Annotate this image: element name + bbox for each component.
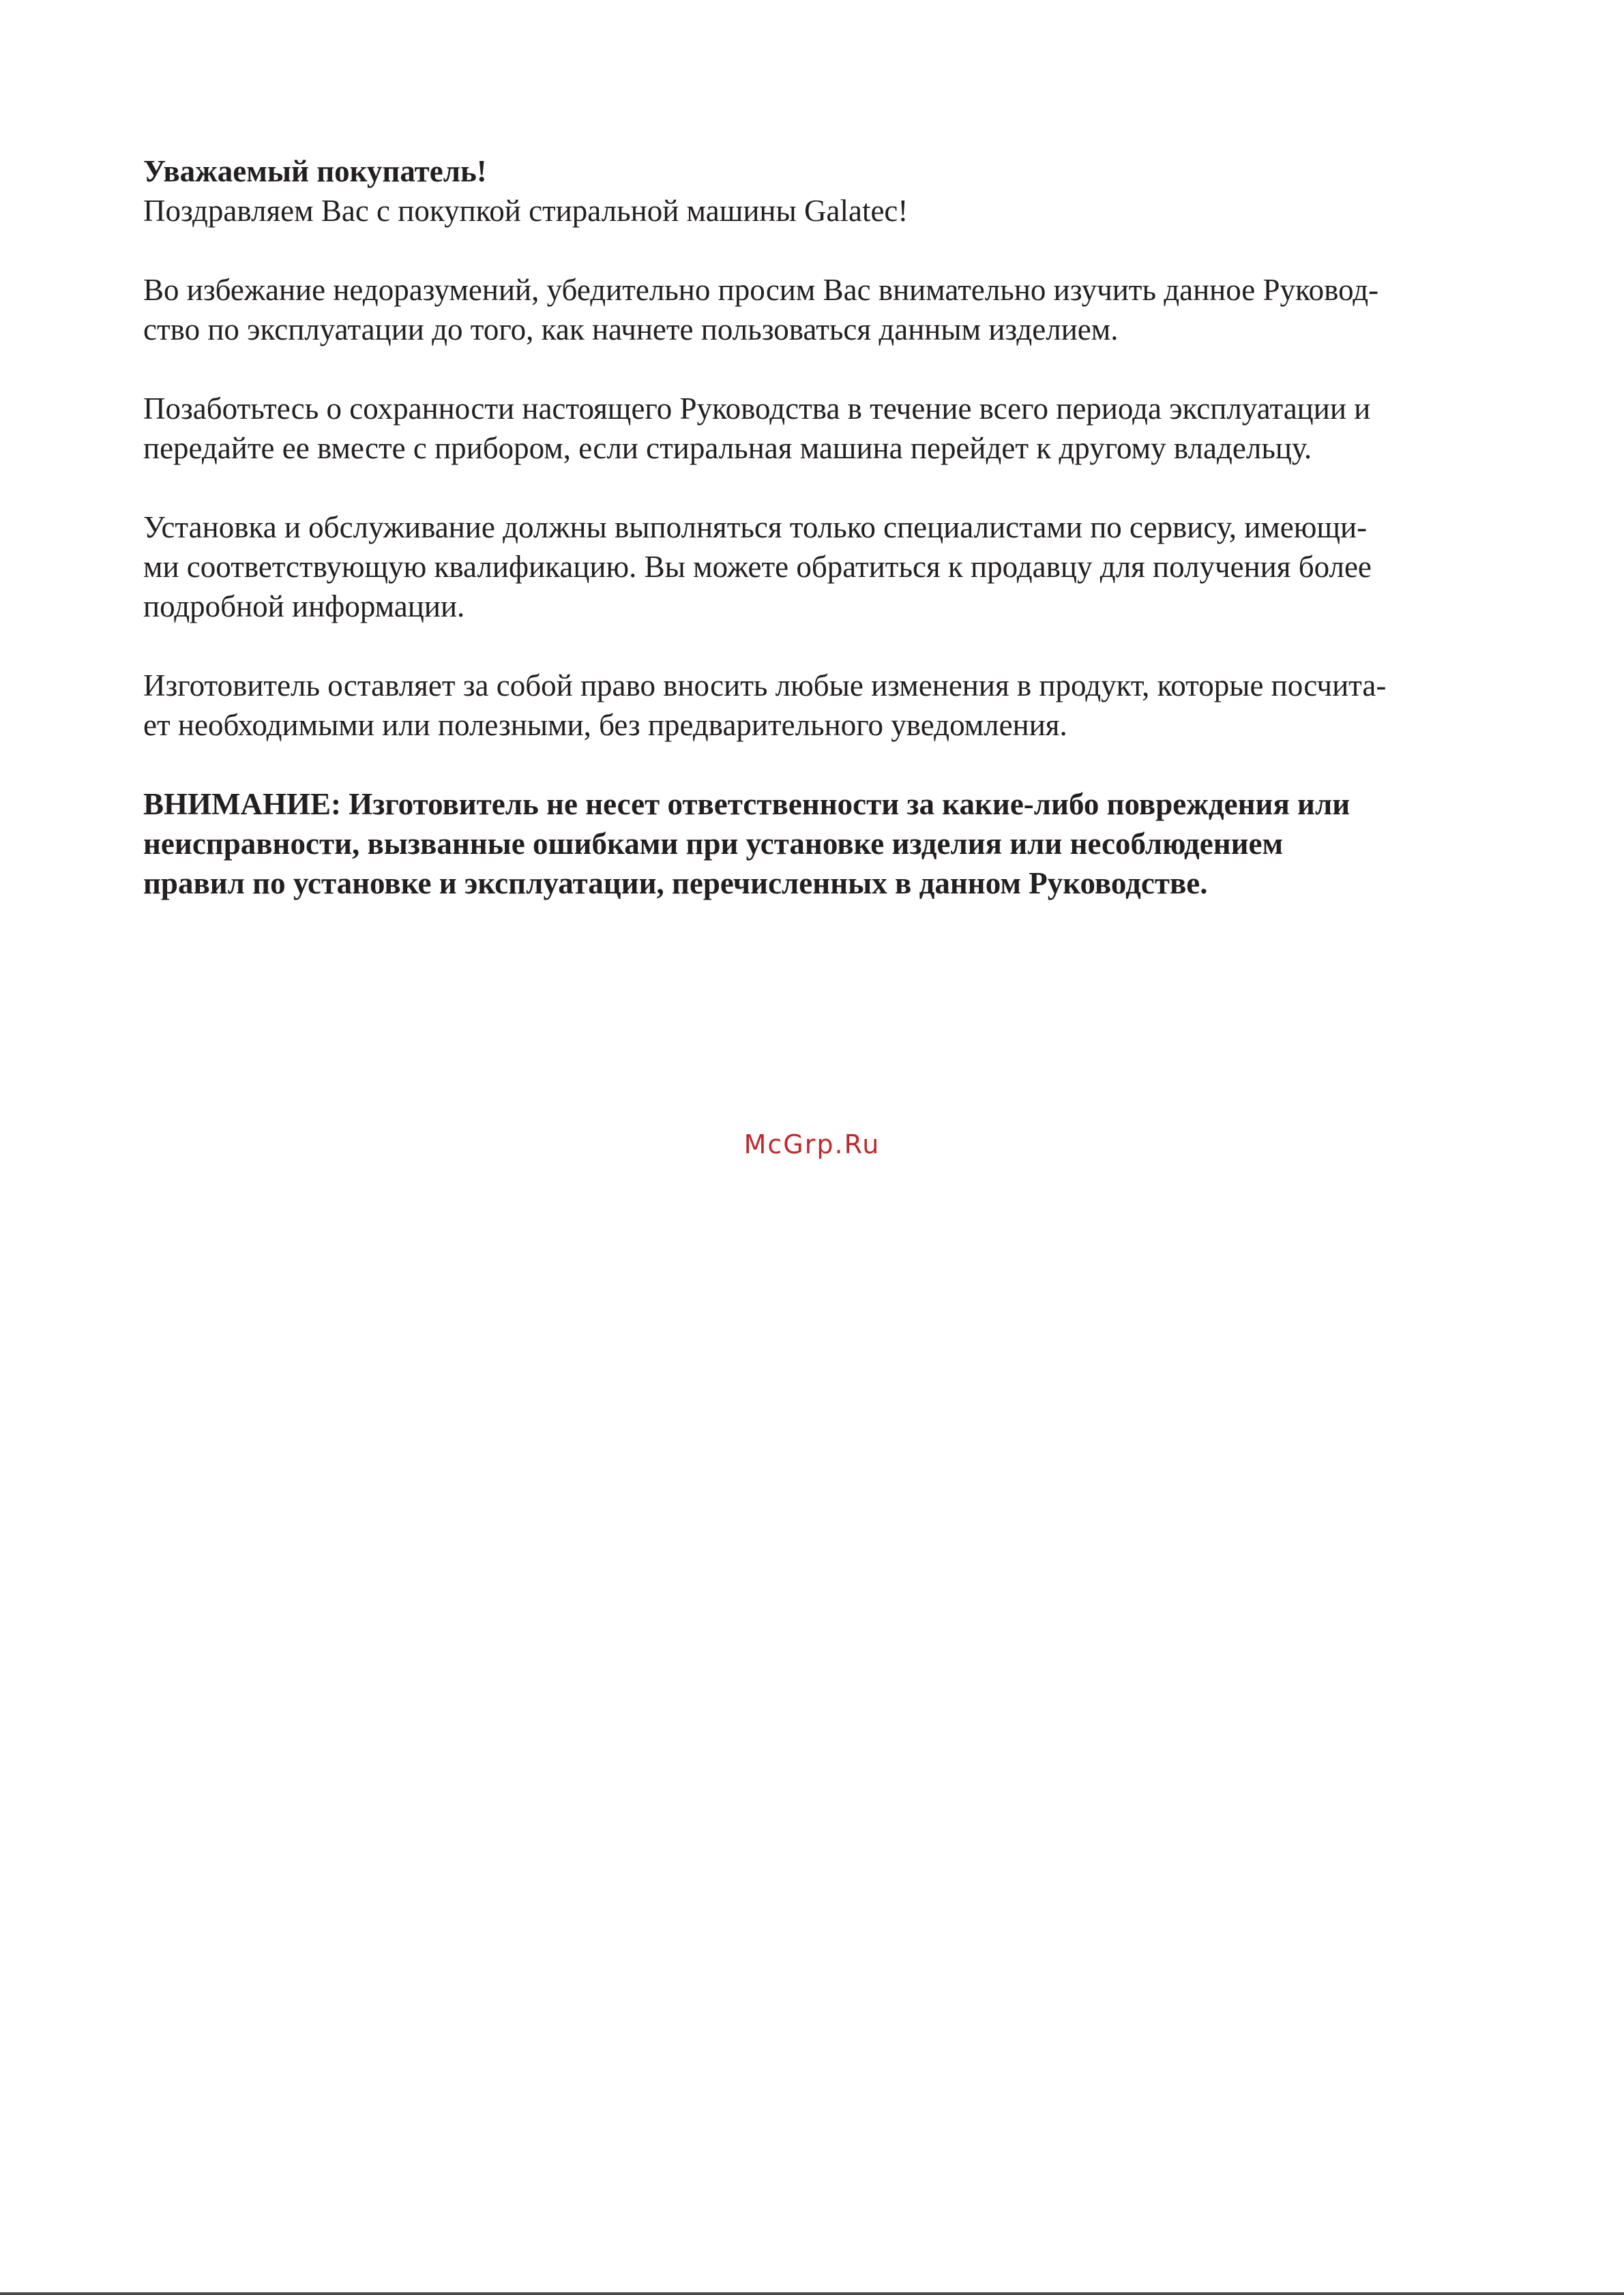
greeting-paragraph <box>143 151 1480 231</box>
site-watermark: McGrp.Ru <box>743 1129 881 1159</box>
paragraph-line: Изготовитель оставляет за собой право вносить любые изменения в продукт, которые посчита- <box>143 668 1387 702</box>
warning-line: ВНИМАНИЕ: Изготовитель не несет ответственности за какие-либо повреждения или <box>143 787 1350 821</box>
paragraph-line: Установка и обслуживание должны выполняться только специалистами по сервису, имеющи- <box>143 510 1368 544</box>
paragraph-line: Во избежание недоразумений, убедительно просим Вас внимательно изучить данное Руковод- <box>143 273 1379 307</box>
paragraph-line: ство по эксплуатации до того, как начнете пользоваться данным изделием. <box>143 312 1119 346</box>
warning-line: правил по установке и эксплуатации, перечисленных в данном Руководстве. <box>143 866 1208 900</box>
document-body <box>143 151 1480 943</box>
page-bottom-rule <box>0 2292 1624 2295</box>
paragraph-line: передайте ее вместе с прибором, если стиральная машина перейдет к другому владельцу. <box>143 431 1312 465</box>
warning-paragraph <box>143 784 1480 903</box>
manual-study-paragraph <box>143 270 1480 349</box>
manufacturer-rights-paragraph <box>143 666 1480 745</box>
paragraph-line: Позаботьтесь о сохранности настоящего Руководства в течение всего периода эксплуатации и <box>143 391 1371 426</box>
greeting-title: Уважаемый покупатель! <box>143 154 487 188</box>
paragraph-line: ет необходимыми или полезными, без предварительного уведомления. <box>143 708 1067 742</box>
greeting-congrats: Поздравляем Вас с покупкой стиральной машины Galatec! <box>143 194 909 228</box>
warning-line: неисправности, вызванные ошибками при установке изделия или несоблюдением <box>143 827 1284 861</box>
paragraph-line: ми соответствующую квалификацию. Вы можете обратиться к продавцу для получения более <box>143 550 1372 584</box>
paragraph-line: подробной информации. <box>143 589 465 623</box>
manual-keeping-paragraph <box>143 389 1480 468</box>
installation-service-paragraph <box>143 507 1480 626</box>
